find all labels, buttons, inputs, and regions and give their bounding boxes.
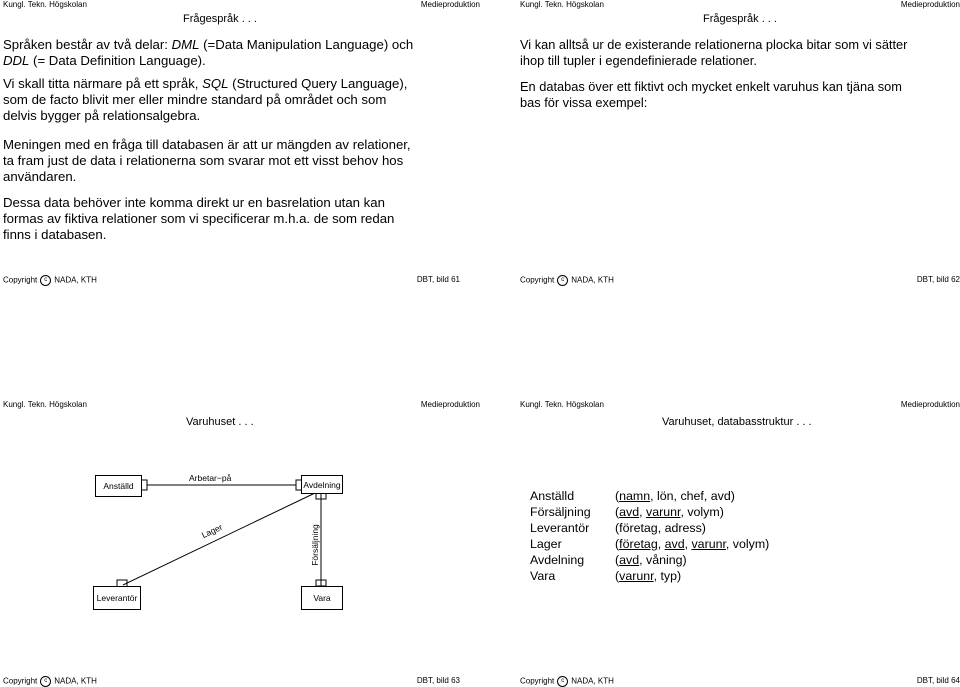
- header-right: Medieproduktion: [420, 400, 480, 409]
- header-left: Kungl. Tekn. Högskolan: [520, 400, 604, 409]
- footer-copyright: Copyright c NADA, KTH: [520, 676, 614, 686]
- paragraph: Språken består av två delar: DML (=Data Manipulation Language) och DDL (= Data Definition Language).: [3, 37, 414, 68]
- relation-attributes: (företag, adress): [615, 521, 706, 535]
- footer-copyright: Copyright c NADA, KTH: [520, 275, 614, 285]
- relation-attributes: (avd, varunr, volym): [615, 505, 724, 519]
- slide-title: Varuhuset, databasstruktur . . .: [662, 416, 812, 428]
- header-right: Medieproduktion: [900, 400, 960, 409]
- footer-page: DBT, bild 61: [416, 275, 460, 284]
- entity-avdelning: Avdelning: [301, 475, 343, 494]
- footer-copyright: Copyright c NADA, KTH: [3, 275, 97, 285]
- ddl-term: DDL: [3, 53, 30, 68]
- relation-name: Försäljning: [530, 505, 591, 519]
- dml-term: DML: [171, 37, 200, 52]
- entity-vara: Vara: [301, 586, 343, 610]
- relation-name: Lager: [530, 537, 562, 551]
- slide-title: Frågespråk . . .: [703, 13, 777, 25]
- slide-63: [0, 400, 480, 687]
- paragraph: Vi kan alltså ur de existerande relationerna plocka bitar som vi sätter ihop till tupler i egendefinierade relationer.: [520, 37, 908, 68]
- header-left: Kungl. Tekn. Högskolan: [3, 400, 87, 409]
- slide-61: [0, 0, 480, 343]
- entity-leverantor: Leverantör: [93, 586, 141, 610]
- copyright-icon: c: [557, 676, 568, 687]
- lager-line: [123, 493, 315, 585]
- footer-page: DBT, bild 64: [916, 676, 960, 685]
- schema-row: [530, 568, 681, 584]
- copyright-icon: c: [40, 676, 51, 687]
- relation-lager: Lager: [200, 521, 224, 541]
- header-right: Medieproduktion: [420, 0, 480, 9]
- relation-name: Anställd: [530, 489, 575, 503]
- footer-page: DBT, bild 62: [916, 275, 960, 284]
- footer-page: DBT, bild 63: [416, 676, 460, 685]
- paragraph: Dessa data behöver inte komma direkt ur en basrelation utan kan formas av fiktiva relationer som vi specificerar m.h.a. de som redan finns i databasen.: [3, 195, 395, 242]
- paragraph: En databas över ett fiktivt och mycket enkelt varuhus kan tjäna som bas för vissa exempel:: [520, 79, 902, 110]
- relation-name: Vara: [530, 569, 556, 583]
- header-right: Medieproduktion: [900, 0, 960, 9]
- schema-row: [530, 488, 735, 504]
- schema-row: [530, 552, 687, 568]
- slide-title: Frågespråk . . .: [183, 13, 257, 25]
- slide-62: [520, 0, 960, 343]
- er-diagram: [0, 400, 480, 640]
- relation-name: Avdelning: [530, 553, 585, 567]
- slide-64: [520, 400, 960, 687]
- paragraph: Vi skall titta närmare på ett språk, SQL (Structured Query Language), som de facto blivit mer eller mindre standard på området och som delvis bygger på relationsalgebra.: [3, 76, 408, 123]
- relation-forsaljning: Försäljning: [309, 524, 320, 566]
- entity-anstalld: Anställd: [95, 475, 142, 497]
- schema-row: [530, 536, 769, 552]
- slide-title: Varuhuset . . .: [186, 416, 254, 428]
- footer-copyright: Copyright c NADA, KTH: [3, 676, 97, 686]
- schema-row: [530, 504, 724, 520]
- copyright-icon: c: [557, 275, 568, 286]
- header-left: Kungl. Tekn. Högskolan: [520, 0, 604, 9]
- relation-attributes: (varunr, typ): [615, 569, 682, 583]
- paragraph: Meningen med en fråga till databasen är att ur mängden av relationer, ta fram just de data i relationerna som svarar mot ett visst behov hos användaren.: [3, 137, 411, 184]
- relation-name: Leverantör: [530, 521, 590, 535]
- schema-row: [530, 520, 706, 536]
- sql-term: SQL: [202, 76, 229, 91]
- relation-attributes: (avd, våning): [615, 553, 687, 567]
- copyright-icon: c: [40, 275, 51, 286]
- relation-attributes: (företag, avd, varunr, volym): [615, 537, 770, 551]
- relation-arbetar-pa: Arbetar−på: [189, 473, 232, 483]
- header-left: Kungl. Tekn. Högskolan: [3, 0, 87, 9]
- relation-attributes: (namn, lön, chef, avd): [615, 489, 735, 503]
